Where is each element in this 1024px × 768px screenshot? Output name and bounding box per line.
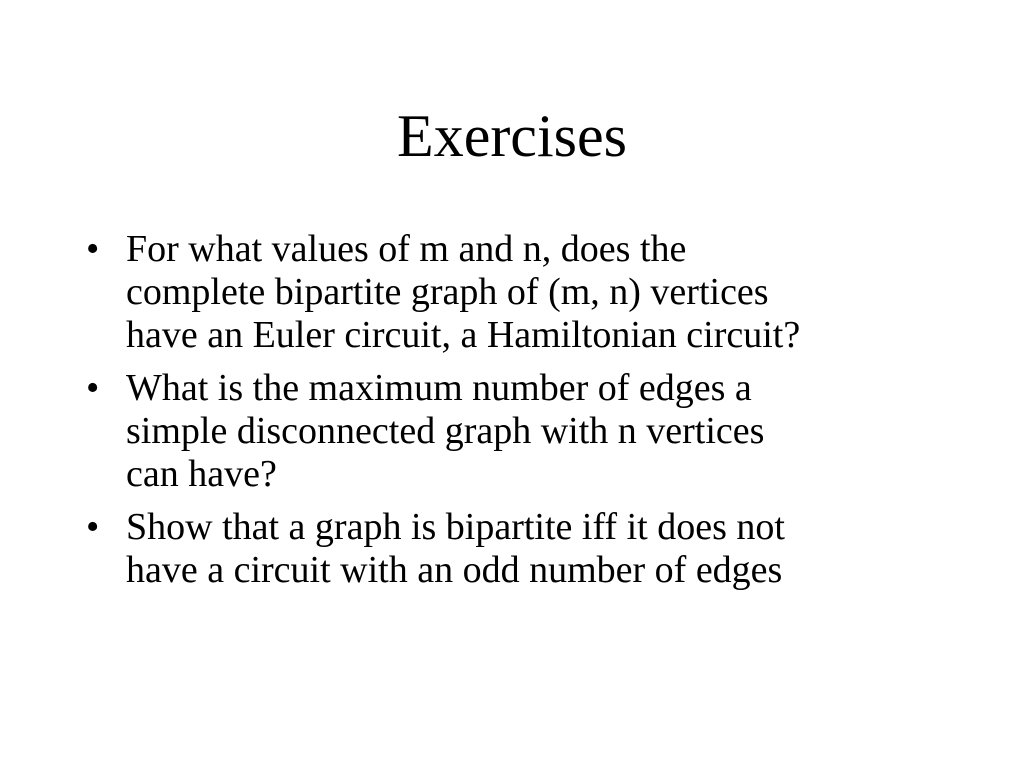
bullet-text-line: For what values of m and n, does the	[126, 228, 687, 270]
bullet-marker: •	[86, 506, 100, 548]
bullet-text-line: can have?	[126, 453, 277, 495]
bullet-marker: •	[86, 367, 100, 409]
bullet-list	[82, 228, 962, 602]
bullet-text-line: have a circuit with an odd number of edges	[126, 549, 783, 591]
bullet-item	[82, 367, 962, 496]
bullet-item	[82, 506, 962, 592]
bullet-text-line: have an Euler circuit, a Hamiltonian circuit?	[126, 314, 801, 356]
bullet-item	[82, 228, 962, 357]
bullet-text-line: Show that a graph is bipartite iff it does not	[126, 506, 785, 548]
bullet-text-line: complete bipartite graph of (m, n) vertices	[126, 271, 769, 313]
bullet-text-line: What is the maximum number of edges a	[126, 367, 752, 409]
bullet-marker: •	[86, 228, 100, 270]
bullet-text-line: simple disconnected graph with n vertices	[126, 410, 765, 452]
slide-title: Exercises	[397, 103, 627, 169]
